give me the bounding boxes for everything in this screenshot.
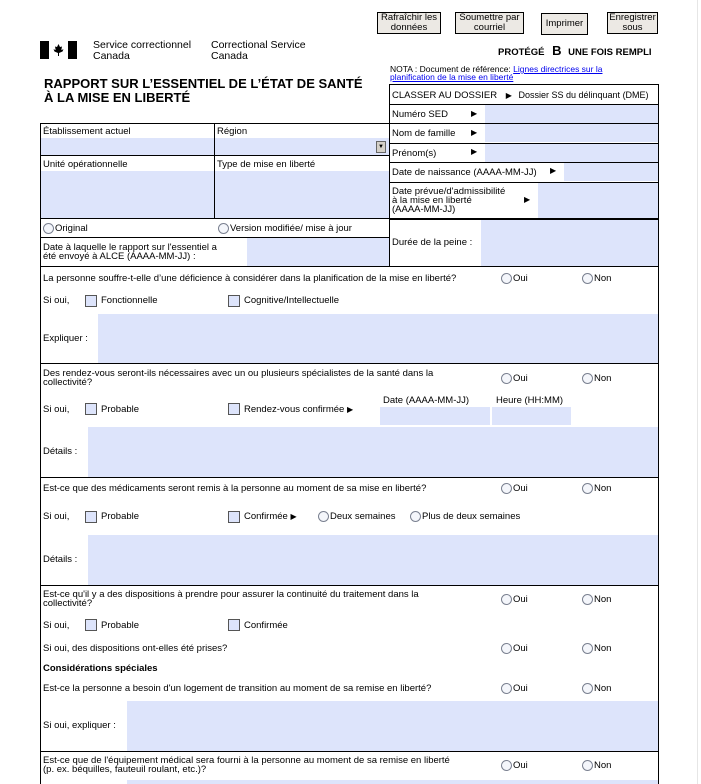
q2-yes-radio[interactable] xyxy=(501,373,512,384)
arrow-right-icon: ▶ xyxy=(550,166,557,175)
page-title: RAPPORT SUR L’ESSENTIEL DE L’ÉTAT DE SANTÉ À LA MISE EN LIBERTÉ xyxy=(44,76,363,105)
q3-probable-label: Probable xyxy=(101,511,140,522)
q3-confirmed-checkbox[interactable] xyxy=(228,511,240,523)
q2-no-radio[interactable] xyxy=(582,373,593,384)
submit-email-button[interactable]: Soumettre par courriel xyxy=(455,12,524,34)
q3-details-label: Détails : xyxy=(43,554,78,565)
institution-label: Établissement actuel xyxy=(43,126,131,137)
equipment-explain-input[interactable] xyxy=(127,780,658,784)
q2-no-label: Non xyxy=(594,373,612,384)
q3-question: Est-ce que des médicaments seront remis à la personne au moment de sa mise en liberté? xyxy=(43,483,427,494)
refresh-data-button[interactable]: Rafraîchir les données xyxy=(377,12,441,34)
revised-label: Version modifiée/ mise à jour xyxy=(230,223,352,234)
region-dropdown-chevron-icon[interactable]: ▼ xyxy=(376,141,386,153)
q4-no-label: Non xyxy=(594,594,612,605)
surname-input[interactable] xyxy=(485,124,658,142)
q3-confirmed-label: Confirmée ▶ xyxy=(244,511,297,522)
equipment-yes-radio[interactable] xyxy=(501,760,512,771)
q4-yes-label: Oui xyxy=(513,594,528,605)
release-date-label: Date prévue/d'admissibilité à la mise en liberté (AAAA-MM-JJ) xyxy=(392,186,506,215)
region-label: Région xyxy=(217,126,248,137)
nota-reference: NOTA : Document de référence: Lignes directrices sur la planification de la mise en liberté xyxy=(390,64,603,82)
q1-explain-input[interactable] xyxy=(98,314,658,363)
q4-no-radio[interactable] xyxy=(582,594,593,605)
revised-radio[interactable] xyxy=(218,223,229,234)
q1-cognitive-label: Cognitive/Intellectuelle xyxy=(244,295,340,306)
q2-details-input[interactable] xyxy=(88,427,658,477)
q3-no-radio[interactable] xyxy=(582,483,593,494)
save-as-button[interactable]: Enregistrer sous xyxy=(607,12,658,34)
q4-arranged-yes-radio[interactable] xyxy=(501,643,512,654)
q3-two-weeks-label: Deux semaines xyxy=(330,511,396,522)
file-classification: CLASSER AU DOSSIER ▶ Dossier SS du délinquant (DME) xyxy=(392,90,649,101)
region-select[interactable] xyxy=(215,138,389,155)
surname-label: Nom de famille xyxy=(392,128,456,139)
arrow-right-icon: ▶ xyxy=(471,109,478,118)
org-name-en: Correctional Service Canada xyxy=(211,39,306,62)
q1-yes-radio[interactable] xyxy=(501,273,512,284)
arrow-right-icon: ▶ xyxy=(471,128,478,137)
q2-date-label: Date (AAAA-MM-JJ) xyxy=(383,395,470,406)
q4-arranged-no-radio[interactable] xyxy=(582,643,593,654)
operational-unit-input[interactable] xyxy=(41,171,214,218)
given-names-input[interactable] xyxy=(485,144,658,162)
q3-more-than-two-weeks-label: Plus de deux semaines xyxy=(422,511,521,522)
sent-date-label: Date à laquelle le rapport sur l'essentiel a été envoyé à ALCE (AAAA-MM-JJ) : xyxy=(43,242,217,262)
arrow-right-icon: ▶ xyxy=(505,91,512,100)
sent-date-input[interactable] xyxy=(247,238,389,266)
release-date-input[interactable] xyxy=(538,183,658,218)
fps-number-label: Numéro SED xyxy=(392,109,448,120)
q2-time-input[interactable] xyxy=(492,407,571,425)
security-classification: PROTÉGÉ B UNE FOIS REMPLI xyxy=(498,43,652,58)
institution-input[interactable] xyxy=(41,138,214,155)
q3-two-weeks-radio[interactable] xyxy=(318,511,329,522)
q2-time-label: Heure (HH:MM) xyxy=(496,395,564,406)
arrow-right-icon: ▶ xyxy=(524,195,531,204)
q4-arranged-yes-label: Oui xyxy=(513,643,528,654)
q4-probable-checkbox[interactable] xyxy=(85,619,97,631)
q3-if-yes-label: Si oui, xyxy=(43,511,70,522)
q3-yes-radio[interactable] xyxy=(501,483,512,494)
q4-arranged-question: Si oui, des dispositions ont-elles été prises? xyxy=(43,643,228,654)
q2-yes-label: Oui xyxy=(513,373,528,384)
operational-unit-label: Unité opérationnelle xyxy=(43,159,128,170)
q4-yes-radio[interactable] xyxy=(501,594,512,605)
release-type-input[interactable] xyxy=(215,171,389,218)
equipment-yes-label: Oui xyxy=(513,760,528,771)
guidelines-link[interactable]: Lignes directrices sur la planification de la mise en liberté xyxy=(390,64,603,82)
q3-more-than-two-weeks-radio[interactable] xyxy=(410,511,421,522)
special-considerations-heading: Considérations spéciales xyxy=(43,663,158,674)
q2-confirmed-label: Rendez-vous confirmée ▶ xyxy=(244,404,354,415)
dob-input[interactable] xyxy=(564,163,658,181)
housing-yes-radio[interactable] xyxy=(501,683,512,694)
q4-question: Est-ce qu'il y a des dispositions à prendre pour assurer la continuité du traitement dans la collectivité? xyxy=(43,589,419,609)
housing-no-radio[interactable] xyxy=(582,683,593,694)
q1-question: La personne souffre-t-elle d’une déficience à considérer dans la planification de la mise en liberté? xyxy=(43,273,457,284)
q4-confirmed-label: Confirmée xyxy=(244,620,288,631)
q1-cognitive-checkbox[interactable] xyxy=(228,295,240,307)
q1-functional-checkbox[interactable] xyxy=(85,295,97,307)
q2-details-label: Détails : xyxy=(43,446,78,457)
release-type-label: Type de mise en liberté xyxy=(217,159,316,170)
q2-question: Des rendez-vous seront-ils nécessaires avec un ou plusieurs spécialistes de la santé dans la collectivité? xyxy=(43,368,434,388)
q2-date-input[interactable] xyxy=(380,407,490,425)
arrow-right-icon: ▶ xyxy=(471,147,478,156)
q3-probable-checkbox[interactable] xyxy=(85,511,97,523)
q2-probable-label: Probable xyxy=(101,404,140,415)
original-label: Original xyxy=(55,223,88,234)
sentence-length-input[interactable] xyxy=(481,220,658,266)
print-button[interactable]: Imprimer xyxy=(541,13,588,35)
org-name-fr: Service correctionnel Canada xyxy=(93,39,192,62)
arrow-right-icon: ▶ xyxy=(290,512,297,521)
housing-question: Est-ce la personne a besoin d'un logement de transition au moment de sa remise en liberté? xyxy=(43,683,432,694)
q1-functional-label: Fonctionnelle xyxy=(101,295,158,306)
q3-no-label: Non xyxy=(594,483,612,494)
equipment-question: Est-ce que de l'équipement médical sera fourni à la personne au moment de sa remise en liberté (p. ex. béquilles, fauteuil roulant, etc.)? xyxy=(43,755,450,775)
equipment-no-radio[interactable] xyxy=(582,760,593,771)
q4-arranged-no-label: Non xyxy=(594,643,612,654)
q2-if-yes-label: Si oui, xyxy=(43,404,70,415)
q1-if-yes-label: Si oui, xyxy=(43,295,70,306)
q2-probable-checkbox[interactable] xyxy=(85,403,97,415)
housing-explain-label: Si oui, expliquer : xyxy=(43,720,116,731)
dob-label: Date de naissance (AAAA-MM-JJ) xyxy=(392,167,537,178)
q1-yes-label: Oui xyxy=(513,273,528,284)
housing-explain-input[interactable] xyxy=(127,701,658,751)
q3-details-input[interactable] xyxy=(88,535,658,585)
original-radio[interactable] xyxy=(43,223,54,234)
q4-if-yes-label: Si oui, xyxy=(43,620,70,631)
q4-probable-label: Probable xyxy=(101,620,140,631)
q1-no-radio[interactable] xyxy=(582,273,593,284)
arrow-right-icon: ▶ xyxy=(346,405,354,414)
fps-number-input[interactable] xyxy=(485,105,658,123)
given-names-label: Prénom(s) xyxy=(392,148,437,159)
q1-no-label: Non xyxy=(594,273,612,284)
canada-flag-icon xyxy=(40,41,77,59)
q3-yes-label: Oui xyxy=(513,483,528,494)
equipment-no-label: Non xyxy=(594,760,612,771)
q2-confirmed-checkbox[interactable] xyxy=(228,403,240,415)
housing-yes-label: Oui xyxy=(513,683,528,694)
housing-no-label: Non xyxy=(594,683,612,694)
q4-confirmed-checkbox[interactable] xyxy=(228,619,240,631)
sentence-length-label: Durée de la peine : xyxy=(392,237,473,248)
q1-explain-label: Expliquer : xyxy=(43,333,88,344)
